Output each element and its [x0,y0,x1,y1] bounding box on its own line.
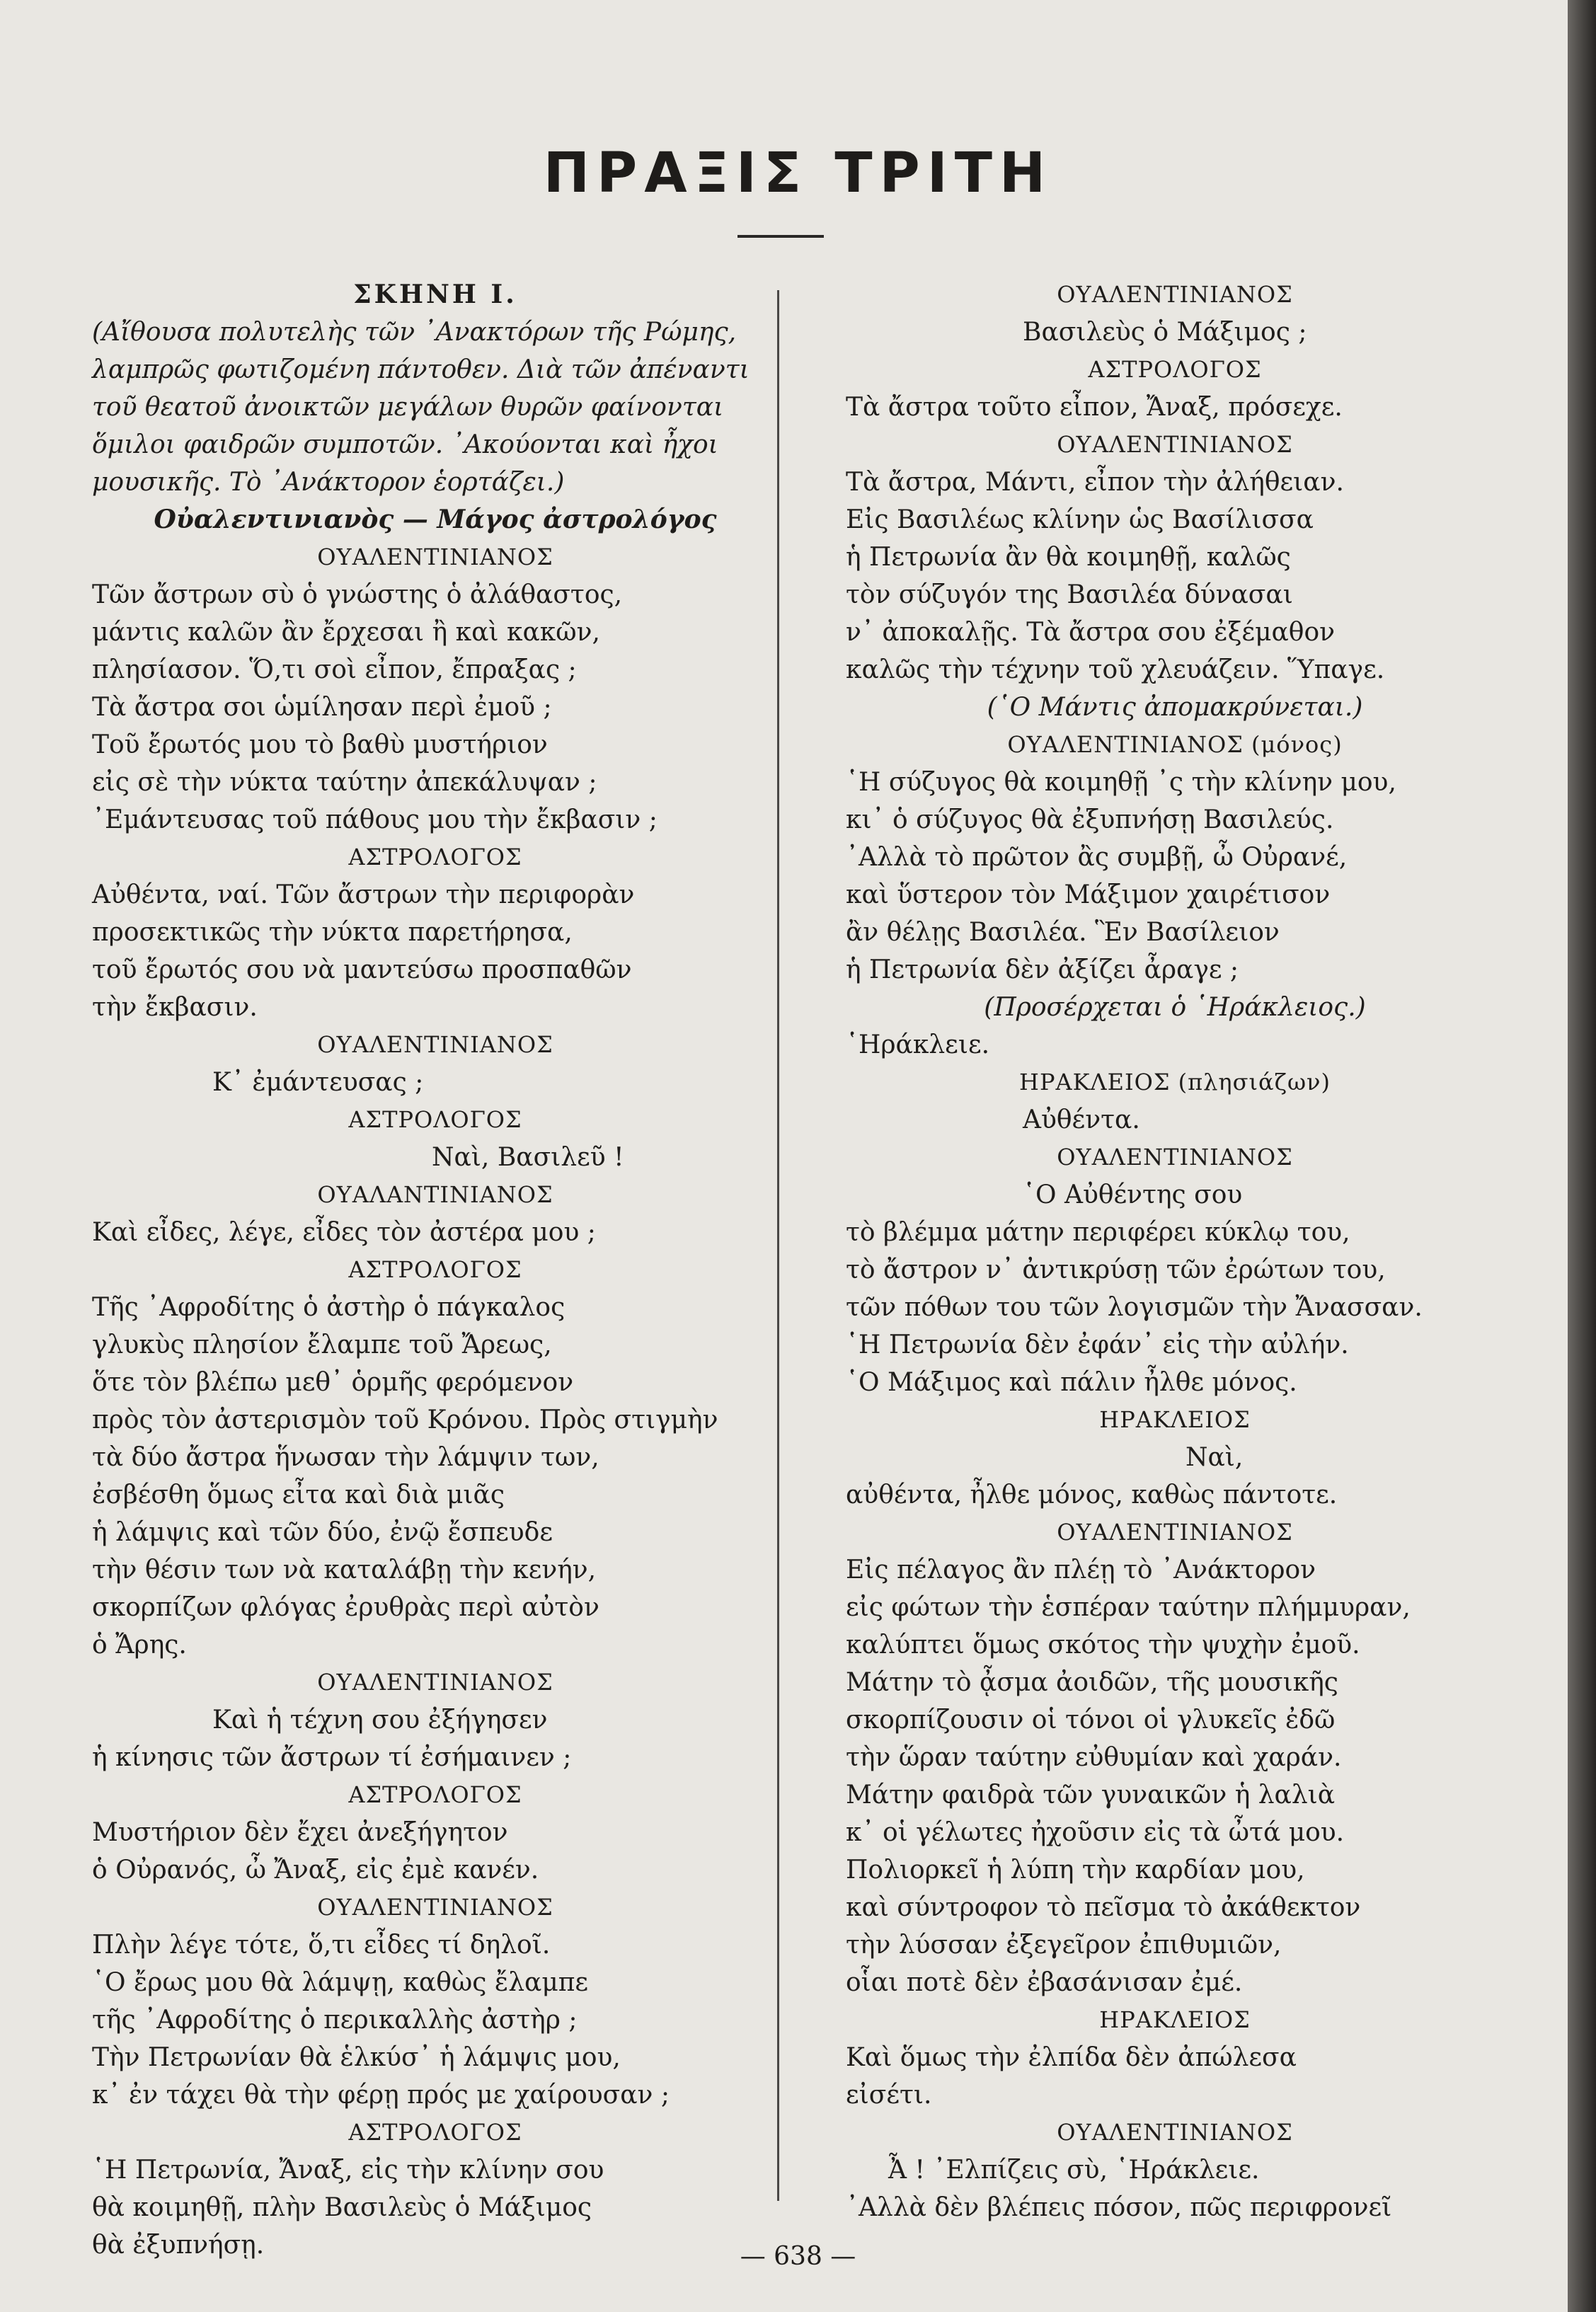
verse-line: κι᾿ ὁ σύζυγος θὰ ἐξυπνήσῃ Βασιλεύς. [846,805,1334,834]
scene-heading: ΣΚΗΝΗ Ι. [353,280,517,309]
verse-line: Τὰ ἄστρα σοι ὡμίλησαν περὶ ἐμοῦ ; [92,693,552,722]
verse-line: Μάτην τὸ ᾆσμα ἀοιδῶν, τῆς μουσικῆς [846,1668,1338,1697]
speaker-name: ΟΥΑΛΕΝΤΙΝΙΑΝΟΣ (μόνος) [1007,731,1343,758]
verse-line: Τῆς ᾿Αφροδίτης ὁ ἀστὴρ ὁ πάγκαλος [92,1293,566,1322]
verse-line: ῾Η σύζυγος θὰ κοιμηθῇ ᾿ς τὴν κλίνην μου, [846,768,1396,797]
speaker-name: ΟΥΑΛΑΝΤΙΝΙΑΝΟΣ [317,1181,553,1208]
verse-line: οἷαι ποτὲ δὲν ἐβασάνισαν ἐμέ. [846,1968,1243,1997]
speaker-name: ΟΥΑΛΕΝΤΙΝΙΑΝΟΣ [317,544,553,570]
verse-line: τὴν λύσσαν ἐξεγεῖρον ἐπιθυμιῶν, [846,1931,1282,1960]
stage-direction: τοῦ θεατοῦ ἀνοικτῶν μεγάλων θυρῶν φαίνονται [92,393,724,422]
verse-line: ῾Ο Αὐθέντης σου [1023,1180,1243,1209]
right-column [846,276,1504,2226]
verse-line: ν᾿ ἀποκαλῇς. Τὰ ἄστρα σου ἐξέμαθον [846,618,1336,647]
speaker-name: ΗΡΑΚΛΕΙΟΣ (πλησιάζων) [1019,1069,1331,1095]
verse-line: ὁ Ἄρης. [92,1631,187,1660]
stage-direction: λαμπρῶς φωτιζομένη πάντοθεν. Διὰ τῶν ἀπέναντι [92,355,750,384]
verse-line: τὸ ἄστρον ν᾿ ἀντικρύσῃ τῶν ἐρώτων του, [846,1255,1386,1284]
verse-line: ἡ κίνησις τῶν ἄστρων τί ἐσήμαινεν ; [92,1743,572,1772]
verse-line: πλησίασον. Ὅ,τι σοὶ εἶπον, ἔπραξας ; [92,655,577,684]
speaker-name: ΟΥΑΛΕΝΤΙΝΙΑΝΟΣ [1057,281,1293,308]
speaker-name: ΑΣΤΡΟΛΟΓΟΣ [348,1256,522,1283]
verse-line: πρὸς τὸν ἀστερισμὸν τοῦ Κρόνου. Πρὸς στιγμὴν [92,1405,718,1434]
verse-line: Ναὶ, [1185,1443,1244,1472]
verse-line: Αὐθέντα. [1023,1105,1140,1134]
verse-line: θὰ ἐξυπνήσῃ. [92,2231,265,2260]
verse-line: θὰ κοιμηθῇ, πλὴν Βασιλεὺς ὁ Μάξιμος [92,2193,592,2222]
speaker-name: ΟΥΑΛΕΝΤΙΝΙΑΝΟΣ [1057,2119,1293,2146]
verse-line: τὴν ἔκβασιν. [92,993,258,1022]
verse-line: Ἆ ! ᾿Ελπίζεις σὺ, ῾Ηράκλειε. [888,2156,1260,2185]
speaker-name: ΑΣΤΡΟΛΟΓΟΣ [348,1106,522,1133]
verse-line: Μάτην φαιδρὰ τῶν γυναικῶν ἡ λαλιὰ [846,1781,1336,1810]
verse-line: Πολιορκεῖ ἡ λύπη τὴν καρδίαν μου, [846,1856,1305,1885]
verse-line: γλυκὺς πλησίον ἔλαμπε τοῦ Ἄρεως, [92,1330,552,1359]
verse-line: καλῶς τὴν τέχνην τοῦ χλευάζειν. Ὕπαγε. [846,655,1385,684]
verse-line: προσεκτικῶς τὴν νύκτα παρετήρησα, [92,918,573,947]
verse-line: καὶ ὕστερον τὸν Μάξιμον χαιρέτισον [846,880,1331,909]
stage-direction: μουσικῆς. Τὸ ᾿Ανάκτορον ἑορτάζει.) [92,468,565,497]
left-column [92,276,779,2264]
cast-list: Οὐαλεντινιανὸς — Μάγος ἀστρολόγος [154,505,717,534]
verse-line: ἐσβέσθη ὅμως εἶτα καὶ διὰ μιᾶς [92,1480,505,1509]
stage-direction: (Αἴθουσα πολυτελὴς τῶν ᾿Ανακτόρων τῆς Ρώμης, [92,318,737,347]
verse-line: κ᾿ ἐν τάχει θὰ τὴν φέρῃ πρός με χαίρουσαν ; [92,2081,670,2110]
verse-line: ῾Ηράκλειε. [846,1030,990,1059]
speaker-name: ΑΣΤΡΟΛΟΓΟΣ [1088,356,1262,383]
act-title: ΠΡΑΞΙΣ ΤΡΙΤΗ [543,142,1053,205]
title-rule [737,235,824,238]
verse-line: εἰς φώτων τὴν ἑσπέραν ταύτην πλήμμυραν, [846,1593,1411,1622]
speaker-name: ΑΣΤΡΟΛΟΓΟΣ [348,844,522,870]
verse-line: τὰ δύο ἄστρα ἥνωσαν τὴν λάμψιν των, [92,1443,599,1472]
verse-line: Καὶ εἶδες, λέγε, εἶδες τὸν ἀστέρα μου ; [92,1218,596,1247]
verse-line: μάντις καλῶν ἂν ἔρχεσαι ἢ καὶ κακῶν, [92,618,600,647]
verse-line: ῾Ο Μάξιμος καὶ πάλιν ἦλθε μόνος. [846,1368,1297,1397]
verse-line: τὸ βλέμμα μάτην περιφέρει κύκλῳ του, [846,1218,1350,1247]
page-number: — 638 — [740,2242,856,2271]
verse-line: τὸν σύζυγόν της Βασιλέα δύνασαι [846,580,1293,609]
speaker-name: ΟΥΑΛΕΝΤΙΝΙΑΝΟΣ [317,1031,553,1058]
speaker-name: ΟΥΑΛΕΝΤΙΝΙΑΝΟΣ [317,1669,553,1696]
verse-line: ᾿Εμάντευσας τοῦ πάθους μου τὴν ἔκβασιν ; [92,805,658,834]
verse-line: αὐθέντα, ἦλθε μόνος, καθὼς πάντοτε. [846,1480,1338,1509]
verse-line: Τὴν Πετρωνίαν θὰ ἑλκύσ᾿ ἡ λάμψις μου, [92,2043,621,2072]
verse-line: ῾Η Πετρωνία δὲν ἐφάν᾿ εἰς τὴν αὐλήν. [846,1330,1349,1359]
verse-line: ῾Ο ἔρως μου θὰ λάμψῃ, καθὼς ἔλαμπε [92,1968,589,1997]
speaker-name: ΟΥΑΛΕΝΤΙΝΙΑΝΟΣ [317,1894,553,1921]
verse-line: ἡ Πετρωνία δὲν ἀξίζει ἆραγε ; [846,955,1239,984]
speaker-name: ΑΣΤΡΟΛΟΓΟΣ [348,1781,522,1808]
verse-line: Τὰ ἄστρα τοῦτο εἶπον, Ἄναξ, πρόσεχε. [846,393,1343,422]
verse-line: τῶν πόθων του τῶν λογισμῶν τὴν Ἄνασσαν. [846,1293,1423,1322]
verse-line: καὶ σύντροφον τὸ πεῖσμα τὸ ἀκάθεκτον [846,1893,1361,1922]
verse-line: Εἰς Βασιλέως κλίνην ὡς Βασίλισσα [846,505,1314,534]
verse-line: ἡ λάμψις καὶ τῶν δύο, ἐνῷ ἔσπευδε [92,1518,553,1547]
verse-line: ῾Η Πετρωνία, Ἄναξ, εἰς τὴν κλίνην σου [92,2156,604,2185]
verse-line: σκορπίζων φλόγας ἐρυθρὰς περὶ αὐτὸν [92,1593,599,1622]
verse-line: Καὶ ἡ τέχνη σου ἐξήγησεν [212,1706,548,1735]
speaker-name: ΗΡΑΚΛΕΙΟΣ [1099,1406,1251,1433]
verse-line: τοῦ ἔρωτός σου νὰ μαντεύσω προσπαθῶν [92,955,632,984]
verse-line: Τὰ ἄστρα, Μάντι, εἶπον τὴν ἀλήθειαν. [846,468,1344,497]
verse-line: καλύπτει ὅμως σκότος τὴν ψυχὴν ἐμοῦ. [846,1631,1360,1660]
verse-line: ᾿Αλλὰ δὲν βλέπεις πόσον, πῶς περιφρονεῖ [846,2193,1392,2222]
verse-line: Ναὶ, Βασιλεῦ ! [432,1143,624,1172]
verse-line: Βασιλεὺς ὁ Μάξιμος ; [1023,318,1307,347]
verse-line: Πλὴν λέγε τότε, ὅ,τι εἶδες τί δηλοῖ. [92,1931,551,1960]
speaker-name: ΟΥΑΛΕΝΤΙΝΙΑΝΟΣ [1057,1519,1293,1546]
verse-line: εἰς σὲ τὴν νύκτα ταύτην ἀπεκάλυψαν ; [92,768,597,797]
verse-line: εἰσέτι. [846,2081,932,2110]
stage-direction: ὅμιλοι φαιδρῶν συμποτῶν. ᾿Ακούονται καὶ ἦχοι [92,430,718,459]
verse-line: ὁ Οὐρανός, ὦ Ἄναξ, εἰς ἐμὲ κανέν. [92,1856,539,1885]
verse-line: ὅτε τὸν βλέπω μεθ᾿ ὁρμῆς φερόμενον [92,1368,574,1397]
speaker-name: ΗΡΑΚΛΕΙΟΣ [1099,2006,1251,2033]
speaker-name: ΟΥΑΛΕΝΤΙΝΙΑΝΟΣ [1057,431,1293,458]
verse-line: Τῶν ἄστρων σὺ ὁ γνώστης ὁ ἀλάθαστος, [92,580,623,609]
verse-line: σκορπίζουσιν οἱ τόνοι οἱ γλυκεῖς ἐδῶ [846,1706,1336,1735]
stage-direction: (Προσέρχεται ὁ ῾Ηράκλειος.) [984,993,1366,1022]
verse-line: τῆς ᾿Αφροδίτης ὁ περικαλλὴς ἀστὴρ ; [92,2006,578,2035]
verse-line: Εἰς πέλαγος ἂν πλέῃ τὸ ᾿Ανάκτορον [846,1555,1316,1585]
verse-line: τὴν ὥραν ταύτην εὐθυμίαν καὶ χαράν. [846,1743,1342,1772]
verse-line: κ᾿ οἱ γέλωτες ἠχοῦσιν εἰς τὰ ὦτά μου. [846,1818,1345,1847]
stage-direction: (῾Ο Μάντις ἀπομακρύνεται.) [987,693,1363,722]
verse-line: ἡ Πετρωνία ἂν θὰ κοιμηθῇ, καλῶς [846,543,1291,572]
page-edge [1568,0,1596,2312]
verse-line: Αὐθέντα, ναί. Τῶν ἄστρων τὴν περιφορὰν [92,880,635,909]
speaker-name: ΑΣΤΡΟΛΟΓΟΣ [348,2119,522,2146]
verse-line: ἂν θέλῃς Βασιλέα. Ἓν Βασίλειον [846,918,1280,947]
verse-line: Τοῦ ἔρωτός μου τὸ βαθὺ μυστήριον [92,730,548,759]
speaker-name: ΟΥΑΛΕΝΤΙΝΙΑΝΟΣ [1057,1144,1293,1171]
verse-line: ᾿Αλλὰ τὸ πρῶτον ἂς συμβῇ, ὦ Οὐρανέ, [846,843,1348,872]
verse-line: Μυστήριον δὲν ἔχει ἀνεξήγητον [92,1818,508,1847]
column-divider [777,290,779,2201]
verse-line: Καὶ ὅμως τὴν ἐλπίδα δὲν ἀπώλεσα [846,2043,1297,2072]
verse-line: Κ᾿ ἐμάντευσας ; [212,1068,424,1097]
verse-line: τὴν θέσιν των νὰ καταλάβῃ τὴν κενήν, [92,1555,597,1585]
